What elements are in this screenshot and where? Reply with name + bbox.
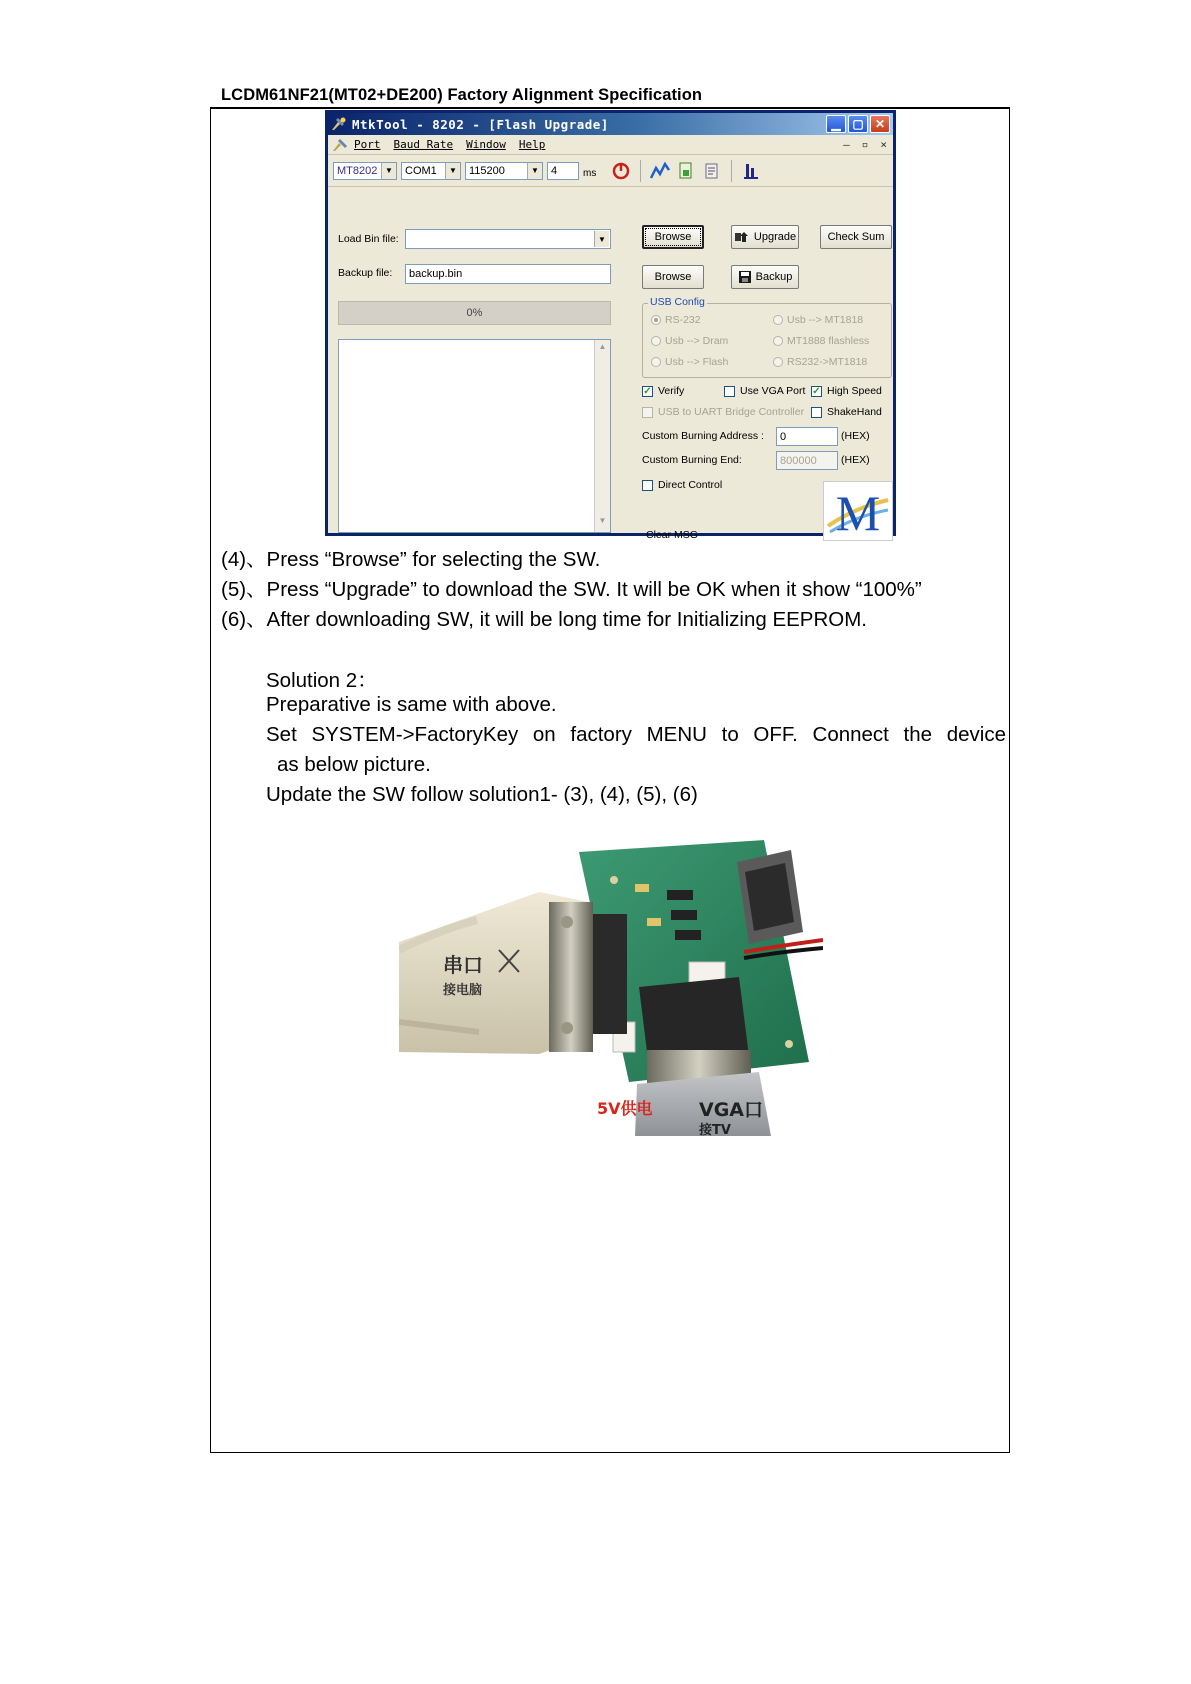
document-header: LCDM61NF21(MT02+DE200) Factory Alignment Specification — [221, 86, 703, 104]
radio-usb-flash[interactable] — [651, 356, 728, 368]
save-icon — [738, 270, 752, 284]
verify-label: Verify — [658, 385, 685, 397]
menu-bar — [328, 135, 893, 155]
radio-mt1888-flashless[interactable] — [773, 335, 869, 347]
toolbar-separator — [731, 160, 732, 182]
menu-help[interactable]: Help — [518, 138, 546, 151]
vga-port-label: VGA口 — [699, 1099, 764, 1121]
chevron-down-icon: ▼ — [527, 163, 542, 179]
chip-value: MT8202 — [337, 164, 378, 177]
notes-icon[interactable] — [701, 160, 723, 182]
high-speed-checkbox[interactable] — [811, 385, 882, 397]
radio-dot — [651, 357, 661, 367]
check-icon: ✓ — [643, 385, 652, 397]
high-speed-label: High Speed — [827, 385, 882, 397]
backup-label: Backup — [755, 271, 793, 283]
mdi-close-button[interactable]: × — [880, 138, 887, 151]
checkbox-box — [642, 480, 653, 491]
usb-uart-label: USB to UART Bridge Controller — [658, 406, 805, 418]
direct-control-checkbox[interactable] — [642, 479, 722, 491]
usb-uart-checkbox[interactable] — [642, 406, 804, 418]
radio-dot — [773, 315, 783, 325]
log-scrollbar[interactable] — [594, 340, 610, 532]
minimize-button[interactable]: ▁ — [826, 115, 846, 133]
backup-button[interactable] — [731, 265, 799, 289]
radio-label: Usb --> Flash — [665, 356, 729, 368]
radio-label: Usb --> MT1818 — [787, 314, 864, 326]
use-vga-label: Use VGA Port — [740, 385, 806, 397]
baud-value: 115200 — [469, 164, 505, 177]
chevron-down-icon: ▼ — [594, 231, 609, 247]
mediatek-logo — [823, 481, 893, 541]
hex-label-end: (HEX) — [841, 454, 870, 466]
app-icon — [331, 117, 347, 131]
svg-text:M: M — [835, 485, 881, 540]
browse-bin-button[interactable] — [642, 225, 704, 249]
serial-port-label: 串口 — [443, 953, 483, 977]
step-5: (5)、Press “Upgrade” to download the SW. It will be OK when it show “100%” — [221, 578, 922, 601]
delay-unit: ms — [583, 168, 597, 179]
menu-window[interactable]: Window — [466, 138, 506, 151]
upgrade-button[interactable] — [731, 225, 799, 249]
chevron-down-icon: ▼ — [445, 163, 460, 179]
message-log[interactable] — [338, 339, 611, 533]
shakehand-label: ShakeHand — [827, 406, 882, 418]
mdi-restore-button[interactable]: ▫ — [861, 138, 869, 151]
radio-usb-mt1818[interactable] — [773, 314, 863, 326]
radio-label: RS232->MT1818 — [787, 356, 868, 368]
maximize-button[interactable]: ▢ — [848, 115, 868, 133]
port-select[interactable] — [401, 162, 461, 180]
serial-port-sublabel: 接电脑 — [443, 983, 483, 998]
child-window-icon — [332, 138, 350, 152]
step-6: (6)、After downloading SW, it will be long time for Initializing EEPROM. — [221, 608, 868, 631]
radio-rs232-mt1818[interactable] — [773, 356, 867, 368]
solution-line-1: Preparative is same with above. — [266, 693, 557, 716]
upgrade-label: Upgrade — [753, 231, 797, 243]
mdi-minimize-button[interactable]: – — [843, 138, 850, 151]
usb-config-group — [642, 296, 892, 378]
clear-msg-button[interactable]: Clear MSG — [646, 529, 698, 541]
radio-label: MT1888 flashless — [787, 335, 870, 347]
solution-line-2a: Set SYSTEM->FactoryKey on factory MENU to OFF. Connect the device — [266, 723, 1006, 746]
radio-label: RS-232 — [665, 314, 701, 326]
shakehand-checkbox[interactable] — [811, 406, 882, 418]
use-vga-port-checkbox[interactable] — [724, 385, 805, 397]
usb-config-legend: USB Config — [650, 296, 705, 308]
check-icon: ✓ — [812, 385, 821, 397]
check-sum-button[interactable] — [820, 225, 892, 249]
browse-backup-label: Browse — [654, 271, 692, 283]
progress-text: 0% — [466, 307, 483, 319]
radio-dot — [773, 357, 783, 367]
delay-input[interactable]: 4 — [547, 162, 579, 180]
browse-bin-label: Browse — [654, 231, 692, 243]
backup-file-input[interactable]: backup.bin — [405, 264, 611, 284]
document-icon[interactable] — [675, 160, 697, 182]
window-client — [328, 135, 893, 541]
toolbar — [328, 155, 893, 187]
solution-heading: Solution 2： — [266, 669, 378, 692]
window-title: MtkTool - 8202 - [Flash Upgrade] — [352, 116, 609, 132]
menu-port[interactable]: Port — [354, 138, 381, 151]
load-bin-label: Load Bin file: — [338, 233, 399, 245]
device-connection-photo — [399, 822, 823, 1136]
custom-end-label: Custom Burning End: — [642, 454, 742, 466]
title-bar — [328, 113, 893, 135]
custom-address-input[interactable]: 0 — [776, 427, 838, 446]
signal-icon[interactable] — [649, 160, 671, 182]
chevron-down-icon: ▼ — [381, 163, 396, 179]
custom-address-label: Custom Burning Address : — [642, 430, 764, 442]
radio-dot — [651, 315, 661, 325]
custom-end-input[interactable]: 800000 — [776, 451, 838, 470]
menu-baud-rate[interactable]: Baud Rate — [393, 138, 454, 151]
solution-line-2b: as below picture. — [277, 753, 431, 776]
baud-select[interactable] — [465, 162, 543, 180]
radio-label: Usb --> Dram — [665, 335, 729, 347]
power-label: 5V供电 — [597, 1099, 653, 1118]
radio-usb-dram[interactable] — [651, 335, 728, 347]
solution-line-3: Update the SW follow solution1- (3), (4), (5), (6) — [266, 783, 698, 806]
close-button[interactable]: ✕ — [870, 115, 890, 133]
backup-file-label: Backup file: — [338, 267, 393, 279]
upgrade-icon — [734, 230, 750, 244]
port-value: COM1 — [405, 164, 437, 177]
checkbox-box — [642, 407, 653, 418]
scroll-down-icon[interactable]: ▼ — [598, 516, 607, 525]
vga-port-sublabel: 接TV — [699, 1123, 731, 1136]
load-bin-select[interactable] — [405, 229, 611, 249]
chip-icon[interactable] — [740, 160, 762, 182]
toolbar-separator — [640, 160, 641, 182]
mtktool-window — [325, 110, 896, 541]
check-sum-label: Check Sum — [827, 231, 885, 243]
step-4: (4)、Press “Browse” for selecting the SW. — [221, 548, 601, 571]
browse-backup-button[interactable] — [642, 265, 704, 289]
verify-checkbox[interactable] — [642, 385, 684, 397]
radio-dot — [651, 336, 661, 346]
direct-control-label: Direct Control — [658, 479, 723, 491]
chip-select[interactable] — [333, 162, 397, 180]
scroll-up-icon[interactable]: ▲ — [598, 342, 607, 351]
radio-dot — [773, 336, 783, 346]
connect-icon[interactable] — [610, 160, 632, 182]
radio-rs232[interactable] — [651, 314, 701, 326]
progress-bar — [338, 301, 611, 325]
checkbox-box — [811, 407, 822, 418]
hex-label-address: (HEX) — [841, 430, 870, 442]
checkbox-box — [724, 386, 735, 397]
